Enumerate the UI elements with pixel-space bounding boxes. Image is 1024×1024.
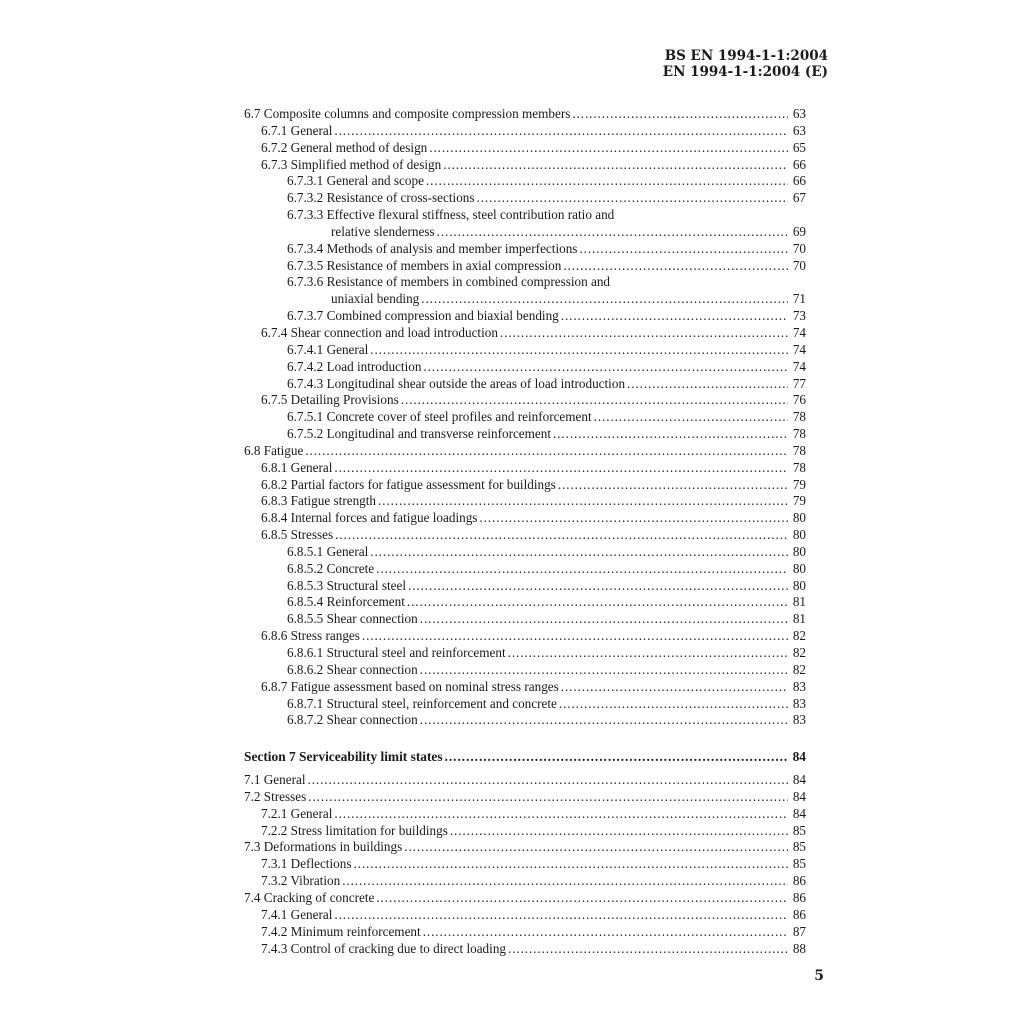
toc-entry[interactable] (244, 941, 806, 958)
toc-entry-title: 6.7.3.4 Methods of analysis and member imperfections (287, 240, 578, 256)
toc-entry-title: 7.4.3 Control of cracking due to direct loading (261, 940, 507, 956)
toc-entry-page: 66 (792, 156, 806, 172)
toc-entry-title: 6.8.6 Stress ranges (261, 628, 360, 644)
standard-id-bs: BS EN 1994-1-1:2004 (664, 48, 828, 64)
toc-entry-title: 6.8.5.2 Concrete (287, 560, 375, 576)
toc-entry[interactable] (244, 662, 806, 679)
dot-leader (334, 806, 788, 822)
toc-entry[interactable] (244, 873, 806, 890)
toc-entry[interactable] (244, 611, 806, 628)
toc-entry[interactable] (244, 594, 806, 611)
toc-entry-page: 71 (792, 291, 806, 307)
toc-entry-title: 6.8.4 Internal forces and fatigue loadings (261, 510, 478, 526)
toc-entry-page: 63 (792, 122, 806, 138)
toc-entry[interactable] (244, 544, 806, 561)
toc-entry-title: 7.2.1 General (261, 805, 333, 821)
toc-entry-page: 66 (792, 173, 806, 189)
toc-entry-title: 6.7.5 Detailing Provisions (261, 392, 399, 408)
toc-entry-title: 6.8.1 General (261, 459, 333, 475)
toc-entry-page: 63 (792, 106, 806, 121)
toc-entry[interactable] (244, 772, 806, 789)
toc-entry[interactable] (244, 291, 806, 308)
toc-entry[interactable] (244, 207, 806, 224)
dot-leader (563, 258, 788, 274)
toc-entry-page: 86 (792, 889, 806, 905)
dot-leader (477, 190, 788, 206)
toc-entry-title: 6.8.6.1 Structural steel and reinforcement (287, 645, 506, 660)
toc-entry[interactable] (244, 645, 806, 662)
dot-leader (420, 712, 788, 728)
dot-leader (342, 873, 788, 889)
toc-entry-page: 78 (792, 442, 806, 458)
toc-entry[interactable] (244, 359, 806, 376)
toc-entry[interactable] (244, 839, 806, 856)
dot-leader (407, 594, 788, 610)
toc-entry-title: relative slenderness (331, 223, 435, 239)
toc-entry-title: 7.3 Deformations in buildings (244, 839, 403, 855)
toc-entry-title: 6.7.3.5 Resistance of members in axial compression (287, 257, 562, 273)
toc-entry[interactable] (244, 823, 806, 840)
toc-entry-page: 67 (792, 190, 806, 206)
toc-entry-title: 6.7.4 Shear connection and load introduction (261, 324, 498, 340)
dot-leader (429, 140, 788, 156)
toc-entry-title: 6.7.3.6 Resistance of members in combined compression and (287, 274, 611, 290)
toc-entry-page: 78 (792, 459, 806, 475)
toc-entry-page: 69 (792, 223, 806, 239)
toc-entry-page: 76 (792, 392, 806, 408)
dot-leader (334, 907, 788, 923)
toc-entry[interactable] (244, 856, 806, 873)
toc-entry[interactable] (244, 123, 806, 140)
dot-leader (594, 409, 788, 425)
toc-entry-title: 6.7.3.2 Resistance of cross-sections (287, 190, 475, 206)
toc-entry[interactable] (244, 376, 806, 393)
dot-leader (479, 510, 788, 526)
dot-leader (437, 224, 788, 240)
dot-leader (376, 890, 788, 906)
dot-leader (426, 173, 788, 189)
dot-leader (421, 291, 788, 307)
toc-entry-page: 81 (792, 611, 806, 627)
toc-entry-page: 65 (792, 139, 806, 155)
dot-leader (420, 611, 788, 627)
toc-entry-title: 7.3.2 Vibration (261, 873, 341, 889)
dot-leader (627, 376, 788, 392)
toc-entry-page: 84 (792, 805, 806, 821)
section-spacer (244, 729, 806, 749)
toc-entry-title: 7.4.2 Minimum reinforcement (261, 923, 421, 939)
toc-entry-title: 6.7.1 General (261, 122, 333, 138)
toc-entry-page: 70 (792, 257, 806, 273)
toc-entry-page: 84 (792, 788, 806, 804)
dot-leader (423, 359, 788, 375)
toc-entry-title: 6.7.4.2 Load introduction (287, 358, 422, 374)
toc-entry[interactable] (244, 426, 806, 443)
toc-entry-page: 83 (792, 678, 806, 694)
toc-entry-page: 82 (792, 645, 806, 660)
toc-entry-page: 80 (792, 560, 806, 576)
toc-entry-page: 81 (792, 594, 806, 610)
dot-leader (553, 426, 788, 442)
dot-leader (445, 749, 788, 765)
toc-entry-title: 6.8.6.2 Shear connection (287, 661, 418, 677)
toc-entry-title: 6.7.3.3 Effective flexural stiffness, steel contribution ratio and (287, 207, 615, 223)
toc-entry[interactable] (244, 806, 806, 823)
toc-entry-page: 79 (792, 476, 806, 492)
dot-leader (508, 941, 788, 957)
toc-entry[interactable] (244, 561, 806, 578)
dot-leader (500, 325, 788, 341)
toc-entry-title: 6.8.5.4 Reinforcement (287, 594, 405, 610)
toc-entry-title: 6.7 Composite columns and composite compression members (244, 106, 571, 121)
toc-entry[interactable] (244, 325, 806, 342)
toc-entry-page: 84 (792, 772, 806, 788)
toc-entry-title: 7.2.2 Stress limitation for buildings (261, 822, 448, 838)
toc-entry[interactable] (244, 224, 806, 241)
toc-entry-title: 6.7.4.1 General (287, 341, 369, 357)
toc-entry-page: 79 (792, 493, 806, 509)
document-header (663, 48, 828, 80)
toc-entry[interactable] (244, 140, 806, 157)
toc-entry[interactable] (244, 392, 806, 409)
toc-section-heading[interactable] (244, 749, 806, 766)
toc-entry[interactable] (244, 712, 806, 729)
toc-entry-page: 86 (792, 906, 806, 922)
toc-entry-title: 6.8 Fatigue (244, 442, 304, 458)
toc-entry-page: 74 (792, 324, 806, 340)
dot-leader (408, 578, 788, 594)
dot-leader (423, 924, 788, 940)
dot-leader (558, 477, 788, 493)
toc-entry[interactable] (244, 907, 806, 924)
toc-entry[interactable] (244, 527, 806, 544)
dot-leader (401, 392, 788, 408)
toc-entry-page: 80 (792, 543, 806, 559)
toc-entry-title: 6.8.5.1 General (287, 543, 369, 559)
dot-leader (450, 823, 788, 839)
toc-entry-title: 6.7.4.3 Longitudinal shear outside the areas of load introduction (287, 375, 626, 391)
dot-leader (308, 772, 788, 788)
dot-leader (559, 696, 788, 712)
toc-entry[interactable] (244, 679, 806, 696)
toc-entry[interactable] (244, 924, 806, 941)
standard-id-en: EN 1994-1-1:2004 (E) (662, 64, 828, 80)
toc-entry[interactable] (244, 443, 806, 460)
toc-entry-page: 80 (792, 510, 806, 526)
toc-entry-page: 85 (792, 856, 806, 872)
toc-entry[interactable] (244, 409, 806, 426)
toc-entry[interactable] (244, 342, 806, 359)
toc-entry-title: 7.1 General (244, 772, 306, 788)
dot-leader (561, 679, 788, 695)
toc-entry-page: 74 (792, 341, 806, 357)
toc-entry-title: 6.8.7.1 Structural steel, reinforcement and concrete (287, 695, 557, 711)
toc-entry-title: uniaxial bending (331, 291, 420, 307)
toc-entry-page: 85 (792, 822, 806, 838)
toc-entry-title: 7.4 Cracking of concrete (244, 889, 375, 905)
toc-entry-title: 7.2 Stresses (244, 788, 307, 804)
dot-leader (308, 789, 788, 805)
toc-entry-page: 85 (792, 839, 806, 855)
toc-entry-page: 83 (792, 712, 806, 728)
toc-entry[interactable] (244, 173, 806, 190)
toc-entry-page: 70 (792, 240, 806, 256)
toc-entry[interactable] (244, 477, 806, 494)
dot-leader (579, 241, 788, 257)
dot-leader (334, 460, 788, 476)
dot-leader (370, 342, 788, 358)
toc-entry[interactable] (244, 308, 806, 325)
toc-entry[interactable] (244, 890, 806, 907)
toc-entry-page: 88 (792, 940, 806, 956)
toc-entry-title: Section 7 Serviceability limit states (244, 749, 443, 765)
dot-leader (404, 839, 788, 855)
toc-entry[interactable] (244, 106, 806, 123)
dot-leader (376, 561, 788, 577)
dot-leader (370, 544, 788, 560)
toc-entry-title: 6.8.3 Fatigue strength (261, 493, 377, 509)
dot-leader (378, 493, 788, 509)
toc-entry[interactable] (244, 157, 806, 174)
toc-entry-page: 83 (792, 695, 806, 711)
dot-leader (334, 123, 788, 139)
toc-entry-title: 6.7.3 Simplified method of design (261, 156, 442, 172)
toc-entry-title: 7.4.1 General (261, 906, 333, 922)
page-number: 5 (814, 968, 824, 984)
dot-leader (362, 628, 788, 644)
toc-entry-page: 87 (792, 923, 806, 939)
toc-entry[interactable] (244, 510, 806, 527)
toc-entry[interactable] (244, 190, 806, 207)
toc-entry[interactable] (244, 241, 806, 258)
toc-entry-page: 74 (792, 358, 806, 374)
toc-entry-title: 6.7.5.2 Longitudinal and transverse reinforcement (287, 426, 552, 442)
toc-entry-title: 6.7.3.7 Combined compression and biaxial bending (287, 308, 559, 324)
toc-entry-title: 6.8.7.2 Shear connection (287, 712, 418, 728)
toc-entry[interactable] (244, 578, 806, 595)
toc-entry-page: 73 (792, 308, 806, 324)
toc-entry-page: 82 (792, 661, 806, 677)
toc-entry-page: 84 (792, 749, 806, 765)
toc-entry-page: 80 (792, 577, 806, 593)
toc-entry-title: 6.8.7 Fatigue assessment based on nominal stress ranges (261, 678, 559, 694)
toc-entry[interactable] (244, 696, 806, 713)
toc-entry-title: 6.7.2 General method of design (261, 139, 428, 155)
dot-leader (420, 662, 788, 678)
dot-leader (335, 527, 788, 543)
toc-entry-title: 6.8.2 Partial factors for fatigue assessment for buildings (261, 476, 556, 492)
table-of-contents (244, 106, 806, 957)
toc-entry[interactable] (244, 628, 806, 645)
toc-entry-page: 82 (792, 628, 806, 644)
toc-entry-title: 6.7.3.1 General and scope (287, 173, 424, 189)
dot-leader (353, 856, 788, 872)
toc-entry-page: 78 (792, 409, 806, 425)
toc-entry-page: 86 (792, 873, 806, 889)
dot-leader (305, 443, 788, 459)
toc-entry-title: 6.8.5.5 Shear connection (287, 611, 418, 627)
dot-leader (443, 157, 788, 173)
dot-leader (561, 308, 788, 324)
toc-entry-title: 6.8.5 Stresses (261, 527, 334, 543)
toc-entry[interactable] (244, 789, 806, 806)
toc-entry-page: 78 (792, 426, 806, 442)
toc-entry-page: 80 (792, 527, 806, 543)
dot-leader (508, 645, 788, 661)
dot-leader (572, 106, 788, 122)
toc-entry-title: 7.3.1 Deflections (261, 856, 352, 872)
toc-entry-page: 77 (792, 375, 806, 391)
toc-entry-title: 6.7.5.1 Concrete cover of steel profiles and reinforcement (287, 409, 592, 425)
toc-entry[interactable] (244, 460, 806, 477)
toc-entry[interactable] (244, 493, 806, 510)
toc-entry[interactable] (244, 274, 806, 291)
toc-entry[interactable] (244, 258, 806, 275)
toc-entry-title: 6.8.5.3 Structural steel (287, 577, 407, 593)
